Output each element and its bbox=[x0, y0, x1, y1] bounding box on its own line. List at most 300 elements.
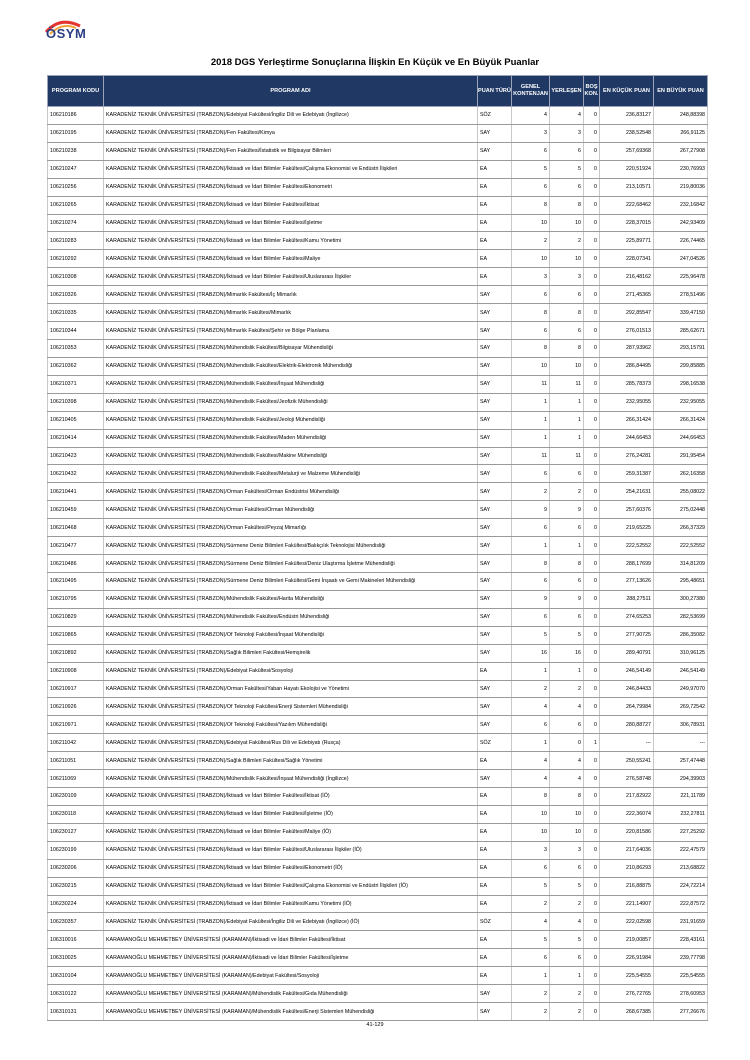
cell-name: KARADENİZ TEKNİK ÜNİVERSİTESİ (TRABZON)/İktisadi ve İdari Bilimler Fakültesi/Çalışma Ekonomisi ve Endüstri İlişkileri (İÖ) bbox=[104, 877, 478, 895]
cell-code: 106210432 bbox=[48, 465, 104, 483]
col-header-max: EN BÜYÜK PUAN bbox=[654, 76, 708, 107]
cell-placed: 9 bbox=[550, 590, 584, 608]
cell-name: KARADENİZ TEKNİK ÜNİVERSİTESİ (TRABZON)/Edebiyat Fakültesi/İngiliz Dili ve Edebiyatı (İngilizce) bbox=[104, 107, 478, 125]
col-header-name: PROGRAM ADI bbox=[104, 76, 478, 107]
cell-placed: 0 bbox=[550, 734, 584, 752]
cell-code: 106310025 bbox=[48, 949, 104, 967]
cell-placed: 6 bbox=[550, 949, 584, 967]
table-row bbox=[48, 375, 708, 393]
cell-min: 288,17699 bbox=[600, 555, 654, 573]
cell-min: 226,91984 bbox=[600, 949, 654, 967]
cell-min: 271,45365 bbox=[600, 286, 654, 304]
table-row bbox=[48, 322, 708, 340]
cell-empty: 0 bbox=[584, 375, 600, 393]
cell-name: KARADENİZ TEKNİK ÜNİVERSİTESİ (TRABZON)/Mühendislik Fakültesi/Bilgisayar Mühendisliği bbox=[104, 339, 478, 357]
cell-type: SAY bbox=[478, 985, 512, 1003]
cell-type: EA bbox=[478, 662, 512, 680]
cell-placed: 1 bbox=[550, 411, 584, 429]
cell-name: KARADENİZ TEKNİK ÜNİVERSİTESİ (TRABZON)/Edebiyat Fakültesi/İngiliz Dili ve Edebiyatı (İngilizce) (İÖ) bbox=[104, 913, 478, 931]
cell-name: KARADENİZ TEKNİK ÜNİVERSİTESİ (TRABZON)/İktisadi ve İdari Bilimler Fakültesi/Kamu Yönetimi bbox=[104, 232, 478, 250]
table-row bbox=[48, 393, 708, 411]
cell-type: EA bbox=[478, 196, 512, 214]
cell-placed: 6 bbox=[550, 519, 584, 537]
cell-placed: 6 bbox=[550, 465, 584, 483]
cell-type: SAY bbox=[478, 393, 512, 411]
cell-max: 266,91125 bbox=[654, 124, 708, 142]
cell-code: 106210326 bbox=[48, 286, 104, 304]
cell-max: 306,78931 bbox=[654, 716, 708, 734]
cell-quota: 1 bbox=[512, 734, 550, 752]
cell-name: KARADENİZ TEKNİK ÜNİVERSİTESİ (TRABZON)/İktisadi ve İdari Bilimler Fakültesi/Maliye (İÖ) bbox=[104, 823, 478, 841]
cell-quota: 2 bbox=[512, 895, 550, 913]
col-header-empty: BOŞ KON. bbox=[584, 76, 600, 107]
table-row bbox=[48, 985, 708, 1003]
cell-quota: 1 bbox=[512, 393, 550, 411]
cell-empty: 0 bbox=[584, 752, 600, 770]
cell-min: 210,86293 bbox=[600, 859, 654, 877]
table-row bbox=[48, 823, 708, 841]
cell-empty: 0 bbox=[584, 949, 600, 967]
cell-placed: 6 bbox=[550, 716, 584, 734]
table-row bbox=[48, 734, 708, 752]
cell-type: EA bbox=[478, 232, 512, 250]
cell-placed: 3 bbox=[550, 841, 584, 859]
table-row bbox=[48, 250, 708, 268]
cell-min: 219,00857 bbox=[600, 931, 654, 949]
cell-placed: 1 bbox=[550, 393, 584, 411]
cell-name: KARADENİZ TEKNİK ÜNİVERSİTESİ (TRABZON)/İktisadi ve İdari Bilimler Fakültesi/Kamu Yönetimi (İÖ) bbox=[104, 895, 478, 913]
cell-placed: 4 bbox=[550, 752, 584, 770]
cell-quota: 10 bbox=[512, 805, 550, 823]
cell-empty: 0 bbox=[584, 429, 600, 447]
cell-name: KARADENİZ TEKNİK ÜNİVERSİTESİ (TRABZON)/Orman Fakültesi/Orman Endüstrisi Mühendisliği bbox=[104, 483, 478, 501]
cell-max: 225,96478 bbox=[654, 268, 708, 286]
cell-type: EA bbox=[478, 160, 512, 178]
cell-type: SAY bbox=[478, 626, 512, 644]
cell-min: 257,69368 bbox=[600, 142, 654, 160]
cell-empty: 0 bbox=[584, 716, 600, 734]
cell-name: KARADENİZ TEKNİK ÜNİVERSİTESİ (TRABZON)/Mühendislik Fakültesi/Harita Mühendisliği bbox=[104, 590, 478, 608]
cell-empty: 0 bbox=[584, 107, 600, 125]
cell-min: 244,66453 bbox=[600, 429, 654, 447]
cell-placed: 6 bbox=[550, 572, 584, 590]
cell-placed: 8 bbox=[550, 788, 584, 806]
cell-empty: 0 bbox=[584, 268, 600, 286]
cell-placed: 6 bbox=[550, 322, 584, 340]
cell-quota: 1 bbox=[512, 967, 550, 985]
cell-min: 277,90725 bbox=[600, 626, 654, 644]
cell-name: KARADENİZ TEKNİK ÜNİVERSİTESİ (TRABZON)/İktisadi ve İdari Bilimler Fakültesi/Uluslararası İlişkiler bbox=[104, 268, 478, 286]
cell-min: 222,02598 bbox=[600, 913, 654, 931]
cell-max: 222,87572 bbox=[654, 895, 708, 913]
cell-name: KARADENİZ TEKNİK ÜNİVERSİTESİ (TRABZON)/Fen Fakültesi/İstatistik ve Bilgisayar Bilimleri bbox=[104, 142, 478, 160]
cell-max: 285,62671 bbox=[654, 322, 708, 340]
cell-name: KARADENİZ TEKNİK ÜNİVERSİTESİ (TRABZON)/Edebiyat Fakültesi/Rus Dili ve Edebiyatı (Rusça) bbox=[104, 734, 478, 752]
cell-empty: 0 bbox=[584, 483, 600, 501]
cell-quota: 2 bbox=[512, 985, 550, 1003]
cell-name: KARAMANOĞLU MEHMETBEY ÜNİVERSİTESİ (KARAMAN)/Mühendislik Fakültesi/Gıda Mühendisliği bbox=[104, 985, 478, 1003]
cell-type: SAY bbox=[478, 519, 512, 537]
cell-empty: 0 bbox=[584, 124, 600, 142]
cell-empty: 0 bbox=[584, 322, 600, 340]
cell-code: 106210371 bbox=[48, 375, 104, 393]
cell-quota: 8 bbox=[512, 788, 550, 806]
cell-type: SAY bbox=[478, 322, 512, 340]
cell-min: 257,60376 bbox=[600, 501, 654, 519]
cell-code: 106210274 bbox=[48, 214, 104, 232]
cell-placed: 2 bbox=[550, 232, 584, 250]
table-row bbox=[48, 465, 708, 483]
table-row bbox=[48, 160, 708, 178]
cell-name: KARADENİZ TEKNİK ÜNİVERSİTESİ (TRABZON)/Mühendislik Fakültesi/İnşaat Mühendisliği (İngilizce) bbox=[104, 770, 478, 788]
cell-quota: 6 bbox=[512, 465, 550, 483]
cell-empty: 0 bbox=[584, 877, 600, 895]
cell-type: SAY bbox=[478, 698, 512, 716]
cell-placed: 1 bbox=[550, 537, 584, 555]
cell-quota: 6 bbox=[512, 142, 550, 160]
cell-code: 106210423 bbox=[48, 447, 104, 465]
cell-empty: 0 bbox=[584, 232, 600, 250]
table-row bbox=[48, 304, 708, 322]
cell-max: 295,48651 bbox=[654, 572, 708, 590]
cell-placed: 6 bbox=[550, 178, 584, 196]
table-row bbox=[48, 411, 708, 429]
cell-min: 250,55241 bbox=[600, 752, 654, 770]
cell-type: SAY bbox=[478, 608, 512, 626]
cell-placed: 3 bbox=[550, 124, 584, 142]
cell-max: 222,52552 bbox=[654, 537, 708, 555]
cell-max: 310,96125 bbox=[654, 644, 708, 662]
cell-min: 222,36074 bbox=[600, 805, 654, 823]
cell-min: 217,64036 bbox=[600, 841, 654, 859]
cell-placed: 5 bbox=[550, 931, 584, 949]
cell-name: KARADENİZ TEKNİK ÜNİVERSİTESİ (TRABZON)/İktisadi ve İdari Bilimler Fakültesi/Ekonometri bbox=[104, 178, 478, 196]
cell-code: 106230215 bbox=[48, 877, 104, 895]
cell-empty: 0 bbox=[584, 178, 600, 196]
cell-code: 106210795 bbox=[48, 590, 104, 608]
table-row bbox=[48, 107, 708, 125]
cell-min: --- bbox=[600, 734, 654, 752]
cell-name: KARADENİZ TEKNİK ÜNİVERSİTESİ (TRABZON)/Mühendislik Fakültesi/Endüstri Mühendisliği bbox=[104, 608, 478, 626]
cell-type: SAY bbox=[478, 572, 512, 590]
cell-type: SAY bbox=[478, 142, 512, 160]
cell-code: 106211042 bbox=[48, 734, 104, 752]
cell-name: KARADENİZ TEKNİK ÜNİVERSİTESİ (TRABZON)/Of Teknoloji Fakültesi/Yazılım Mühendisliği bbox=[104, 716, 478, 734]
cell-placed: 10 bbox=[550, 823, 584, 841]
cell-empty: 0 bbox=[584, 142, 600, 160]
cell-placed: 2 bbox=[550, 680, 584, 698]
cell-min: 254,21631 bbox=[600, 483, 654, 501]
cell-code: 106210398 bbox=[48, 393, 104, 411]
cell-placed: 3 bbox=[550, 268, 584, 286]
cell-name: KARADENİZ TEKNİK ÜNİVERSİTESİ (TRABZON)/Fen Fakültesi/Kimya bbox=[104, 124, 478, 142]
cell-type: EA bbox=[478, 931, 512, 949]
cell-placed: 11 bbox=[550, 375, 584, 393]
cell-empty: 0 bbox=[584, 698, 600, 716]
cell-code: 106210926 bbox=[48, 698, 104, 716]
col-header-code: PROGRAM KODU bbox=[48, 76, 104, 107]
cell-code: 106310016 bbox=[48, 931, 104, 949]
cell-max: 221,11789 bbox=[654, 788, 708, 806]
cell-empty: 0 bbox=[584, 841, 600, 859]
col-header-type: PUAN TÜRÜ bbox=[478, 76, 512, 107]
cell-placed: 1 bbox=[550, 662, 584, 680]
cell-max: 294,39903 bbox=[654, 770, 708, 788]
table-row bbox=[48, 519, 708, 537]
cell-code: 106210495 bbox=[48, 572, 104, 590]
table-row bbox=[48, 608, 708, 626]
cell-placed: 1 bbox=[550, 429, 584, 447]
cell-max: 228,43161 bbox=[654, 931, 708, 949]
cell-min: 238,52548 bbox=[600, 124, 654, 142]
cell-name: KARADENİZ TEKNİK ÜNİVERSİTESİ (TRABZON)/Of Teknoloji Fakültesi/Enerji Sistemleri Mühendisliği bbox=[104, 698, 478, 716]
cell-code: 106210917 bbox=[48, 680, 104, 698]
cell-quota: 4 bbox=[512, 770, 550, 788]
cell-empty: 0 bbox=[584, 160, 600, 178]
table-row bbox=[48, 859, 708, 877]
table-row bbox=[48, 662, 708, 680]
cell-min: 264,79984 bbox=[600, 698, 654, 716]
cell-type: SAY bbox=[478, 447, 512, 465]
cell-max: 262,16358 bbox=[654, 465, 708, 483]
cell-type: SÖZ bbox=[478, 107, 512, 125]
cell-min: 222,68462 bbox=[600, 196, 654, 214]
cell-min: 216,48162 bbox=[600, 268, 654, 286]
cell-quota: 11 bbox=[512, 375, 550, 393]
cell-max: 257,47448 bbox=[654, 752, 708, 770]
cell-name: KARADENİZ TEKNİK ÜNİVERSİTESİ (TRABZON)/Mimarlık Fakültesi/İç Mimarlık bbox=[104, 286, 478, 304]
results-table bbox=[47, 75, 708, 1021]
cell-max: 247,04526 bbox=[654, 250, 708, 268]
cell-name: KARAMANOĞLU MEHMETBEY ÜNİVERSİTESİ (KARAMAN)/Edebiyat Fakültesi/Sosyoloji bbox=[104, 967, 478, 985]
cell-placed: 6 bbox=[550, 286, 584, 304]
cell-max: 314,81209 bbox=[654, 555, 708, 573]
cell-empty: 0 bbox=[584, 465, 600, 483]
cell-type: EA bbox=[478, 895, 512, 913]
cell-code: 106210477 bbox=[48, 537, 104, 555]
cell-min: 277,13626 bbox=[600, 572, 654, 590]
table-row bbox=[48, 447, 708, 465]
cell-max: 239,77798 bbox=[654, 949, 708, 967]
col-header-min: EN KÜÇÜK PUAN bbox=[600, 76, 654, 107]
cell-name: KARADENİZ TEKNİK ÜNİVERSİTESİ (TRABZON)/Sürmene Deniz Bilimleri Fakültesi/Balıkçılık Teknolojisi Mühendisliği bbox=[104, 537, 478, 555]
table-row bbox=[48, 501, 708, 519]
cell-code: 106230206 bbox=[48, 859, 104, 877]
table-row bbox=[48, 555, 708, 573]
cell-max: 269,72542 bbox=[654, 698, 708, 716]
cell-name: KARADENİZ TEKNİK ÜNİVERSİTESİ (TRABZON)/Mühendislik Fakültesi/Maden Mühendisliği bbox=[104, 429, 478, 447]
cell-code: 106210865 bbox=[48, 626, 104, 644]
cell-min: 286,84495 bbox=[600, 357, 654, 375]
cell-code: 106230224 bbox=[48, 895, 104, 913]
cell-type: SÖZ bbox=[478, 913, 512, 931]
table-row bbox=[48, 698, 708, 716]
cell-name: KARADENİZ TEKNİK ÜNİVERSİTESİ (TRABZON)/Sürmene Deniz Bilimleri Fakültesi/Gemi İnşaatı ve Gemi Makineleri Mühendisliği bbox=[104, 572, 478, 590]
cell-name: KARADENİZ TEKNİK ÜNİVERSİTESİ (TRABZON)/Mühendislik Fakültesi/İnşaat Mühendisliği bbox=[104, 375, 478, 393]
cell-quota: 6 bbox=[512, 949, 550, 967]
cell-quota: 1 bbox=[512, 429, 550, 447]
col-header-quota: GENEL KONTENJAN bbox=[512, 76, 550, 107]
cell-placed: 2 bbox=[550, 483, 584, 501]
table-header-row bbox=[48, 76, 708, 107]
cell-min: 259,31387 bbox=[600, 465, 654, 483]
cell-placed: 1 bbox=[550, 967, 584, 985]
cell-placed: 10 bbox=[550, 805, 584, 823]
table-row bbox=[48, 142, 708, 160]
cell-code: 106210892 bbox=[48, 644, 104, 662]
cell-min: 219,65225 bbox=[600, 519, 654, 537]
cell-quota: 2 bbox=[512, 1003, 550, 1021]
cell-type: SAY bbox=[478, 770, 512, 788]
cell-code: 106210353 bbox=[48, 339, 104, 357]
table-row bbox=[48, 895, 708, 913]
cell-placed: 5 bbox=[550, 877, 584, 895]
cell-name: KARADENİZ TEKNİK ÜNİVERSİTESİ (TRABZON)/Sürmene Deniz Bilimleri Fakültesi/Deniz Ulaştırma İşletme Mühendisliği bbox=[104, 555, 478, 573]
cell-max: 298,16538 bbox=[654, 375, 708, 393]
cell-type: EA bbox=[478, 250, 512, 268]
table-row bbox=[48, 483, 708, 501]
cell-max: 266,31424 bbox=[654, 411, 708, 429]
table-row bbox=[48, 913, 708, 931]
cell-empty: 0 bbox=[584, 501, 600, 519]
col-header-placed: YERLEŞEN bbox=[550, 76, 584, 107]
cell-quota: 6 bbox=[512, 519, 550, 537]
cell-type: SAY bbox=[478, 590, 512, 608]
cell-max: 232,95055 bbox=[654, 393, 708, 411]
cell-min: 268,67385 bbox=[600, 1003, 654, 1021]
cell-code: 106210308 bbox=[48, 268, 104, 286]
cell-quota: 5 bbox=[512, 931, 550, 949]
cell-quota: 5 bbox=[512, 877, 550, 895]
cell-placed: 10 bbox=[550, 357, 584, 375]
cell-max: 277,26676 bbox=[654, 1003, 708, 1021]
cell-placed: 6 bbox=[550, 859, 584, 877]
cell-max: 275,02448 bbox=[654, 501, 708, 519]
cell-type: EA bbox=[478, 805, 512, 823]
cell-name: KARADENİZ TEKNİK ÜNİVERSİTESİ (TRABZON)/Mühendislik Fakültesi/Makine Mühendisliği bbox=[104, 447, 478, 465]
cell-empty: 0 bbox=[584, 770, 600, 788]
cell-empty: 0 bbox=[584, 357, 600, 375]
cell-min: 276,24281 bbox=[600, 447, 654, 465]
cell-empty: 0 bbox=[584, 286, 600, 304]
cell-quota: 10 bbox=[512, 250, 550, 268]
cell-max: 225,54555 bbox=[654, 967, 708, 985]
cell-placed: 10 bbox=[550, 250, 584, 268]
cell-quota: 8 bbox=[512, 304, 550, 322]
cell-max: 339,47150 bbox=[654, 304, 708, 322]
cell-empty: 0 bbox=[584, 859, 600, 877]
table-row bbox=[48, 626, 708, 644]
cell-max: 231,91659 bbox=[654, 913, 708, 931]
cell-quota: 6 bbox=[512, 859, 550, 877]
cell-empty: 0 bbox=[584, 931, 600, 949]
cell-quota: 8 bbox=[512, 555, 550, 573]
logo-text: ÖSYM bbox=[46, 26, 87, 41]
cell-name: KARADENİZ TEKNİK ÜNİVERSİTESİ (TRABZON)/Sağlık Bilimleri Fakültesi/Sağlık Yönetimi bbox=[104, 752, 478, 770]
cell-type: EA bbox=[478, 823, 512, 841]
cell-quota: 3 bbox=[512, 124, 550, 142]
cell-type: SAY bbox=[478, 124, 512, 142]
cell-max: 293,15791 bbox=[654, 339, 708, 357]
cell-placed: 10 bbox=[550, 214, 584, 232]
cell-quota: 6 bbox=[512, 572, 550, 590]
cell-type: EA bbox=[478, 967, 512, 985]
cell-placed: 4 bbox=[550, 770, 584, 788]
cell-type: EA bbox=[478, 268, 512, 286]
cell-empty: 0 bbox=[584, 823, 600, 841]
cell-quota: 1 bbox=[512, 411, 550, 429]
cell-max: 226,74465 bbox=[654, 232, 708, 250]
page-number: 41-129 bbox=[366, 1022, 384, 1028]
cell-empty: 0 bbox=[584, 555, 600, 573]
cell-name: KARADENİZ TEKNİK ÜNİVERSİTESİ (TRABZON)/Mühendislik Fakültesi/Jeofizik Mühendisliği bbox=[104, 393, 478, 411]
cell-name: KARADENİZ TEKNİK ÜNİVERSİTESİ (TRABZON)/Orman Fakültesi/Yaban Hayatı Ekolojisi ve Yönetimi bbox=[104, 680, 478, 698]
cell-max: 249,97070 bbox=[654, 680, 708, 698]
table-row bbox=[48, 877, 708, 895]
cell-name: KARADENİZ TEKNİK ÜNİVERSİTESİ (TRABZON)/İktisadi ve İdari Bilimler Fakültesi/Uluslararası İlişkiler (İÖ) bbox=[104, 841, 478, 859]
cell-max: 282,53699 bbox=[654, 608, 708, 626]
cell-code: 106210486 bbox=[48, 555, 104, 573]
cell-type: SAY bbox=[478, 357, 512, 375]
cell-name: KARADENİZ TEKNİK ÜNİVERSİTESİ (TRABZON)/Edebiyat Fakültesi/Sosyoloji bbox=[104, 662, 478, 680]
cell-name: KARAMANOĞLU MEHMETBEY ÜNİVERSİTESİ (KARAMAN)/Mühendislik Fakültesi/Enerji Sistemleri Mühendisliği bbox=[104, 1003, 478, 1021]
cell-name: KARADENİZ TEKNİK ÜNİVERSİTESİ (TRABZON)/Mühendislik Fakültesi/Jeoloji Mühendisliği bbox=[104, 411, 478, 429]
cell-max: 278,51496 bbox=[654, 286, 708, 304]
cell-min: 289,40791 bbox=[600, 644, 654, 662]
cell-max: 246,54149 bbox=[654, 662, 708, 680]
cell-type: EA bbox=[478, 788, 512, 806]
cell-max: 242,93409 bbox=[654, 214, 708, 232]
table-row bbox=[48, 572, 708, 590]
cell-empty: 1 bbox=[584, 734, 600, 752]
cell-quota: 6 bbox=[512, 286, 550, 304]
cell-quota: 10 bbox=[512, 214, 550, 232]
cell-type: EA bbox=[478, 949, 512, 967]
table-row bbox=[48, 949, 708, 967]
table-row bbox=[48, 286, 708, 304]
cell-quota: 6 bbox=[512, 322, 550, 340]
cell-empty: 0 bbox=[584, 304, 600, 322]
cell-min: 222,52552 bbox=[600, 537, 654, 555]
cell-min: 221,14907 bbox=[600, 895, 654, 913]
cell-min: 228,07341 bbox=[600, 250, 654, 268]
cell-quota: 3 bbox=[512, 268, 550, 286]
cell-empty: 0 bbox=[584, 447, 600, 465]
cell-code: 106210292 bbox=[48, 250, 104, 268]
cell-code: 106210283 bbox=[48, 232, 104, 250]
cell-code: 106210414 bbox=[48, 429, 104, 447]
cell-code: 106210829 bbox=[48, 608, 104, 626]
cell-empty: 0 bbox=[584, 590, 600, 608]
cell-code: 106210247 bbox=[48, 160, 104, 178]
cell-type: SAY bbox=[478, 286, 512, 304]
cell-empty: 0 bbox=[584, 214, 600, 232]
cell-placed: 6 bbox=[550, 608, 584, 626]
cell-min: 225,54555 bbox=[600, 967, 654, 985]
cell-type: EA bbox=[478, 178, 512, 196]
cell-max: 232,27811 bbox=[654, 805, 708, 823]
cell-code: 106210362 bbox=[48, 357, 104, 375]
cell-name: KARAMANOĞLU MEHMETBEY ÜNİVERSİTESİ (KARAMAN)/İktisadi ve İdari Bilimler Fakültesi/İktisat bbox=[104, 931, 478, 949]
cell-min: 274,65253 bbox=[600, 608, 654, 626]
cell-type: SAY bbox=[478, 429, 512, 447]
cell-max: 291,95454 bbox=[654, 447, 708, 465]
cell-quota: 11 bbox=[512, 447, 550, 465]
cell-max: 227,25292 bbox=[654, 823, 708, 841]
cell-min: 246,84433 bbox=[600, 680, 654, 698]
cell-max: 267,27908 bbox=[654, 142, 708, 160]
cell-min: 276,01513 bbox=[600, 322, 654, 340]
